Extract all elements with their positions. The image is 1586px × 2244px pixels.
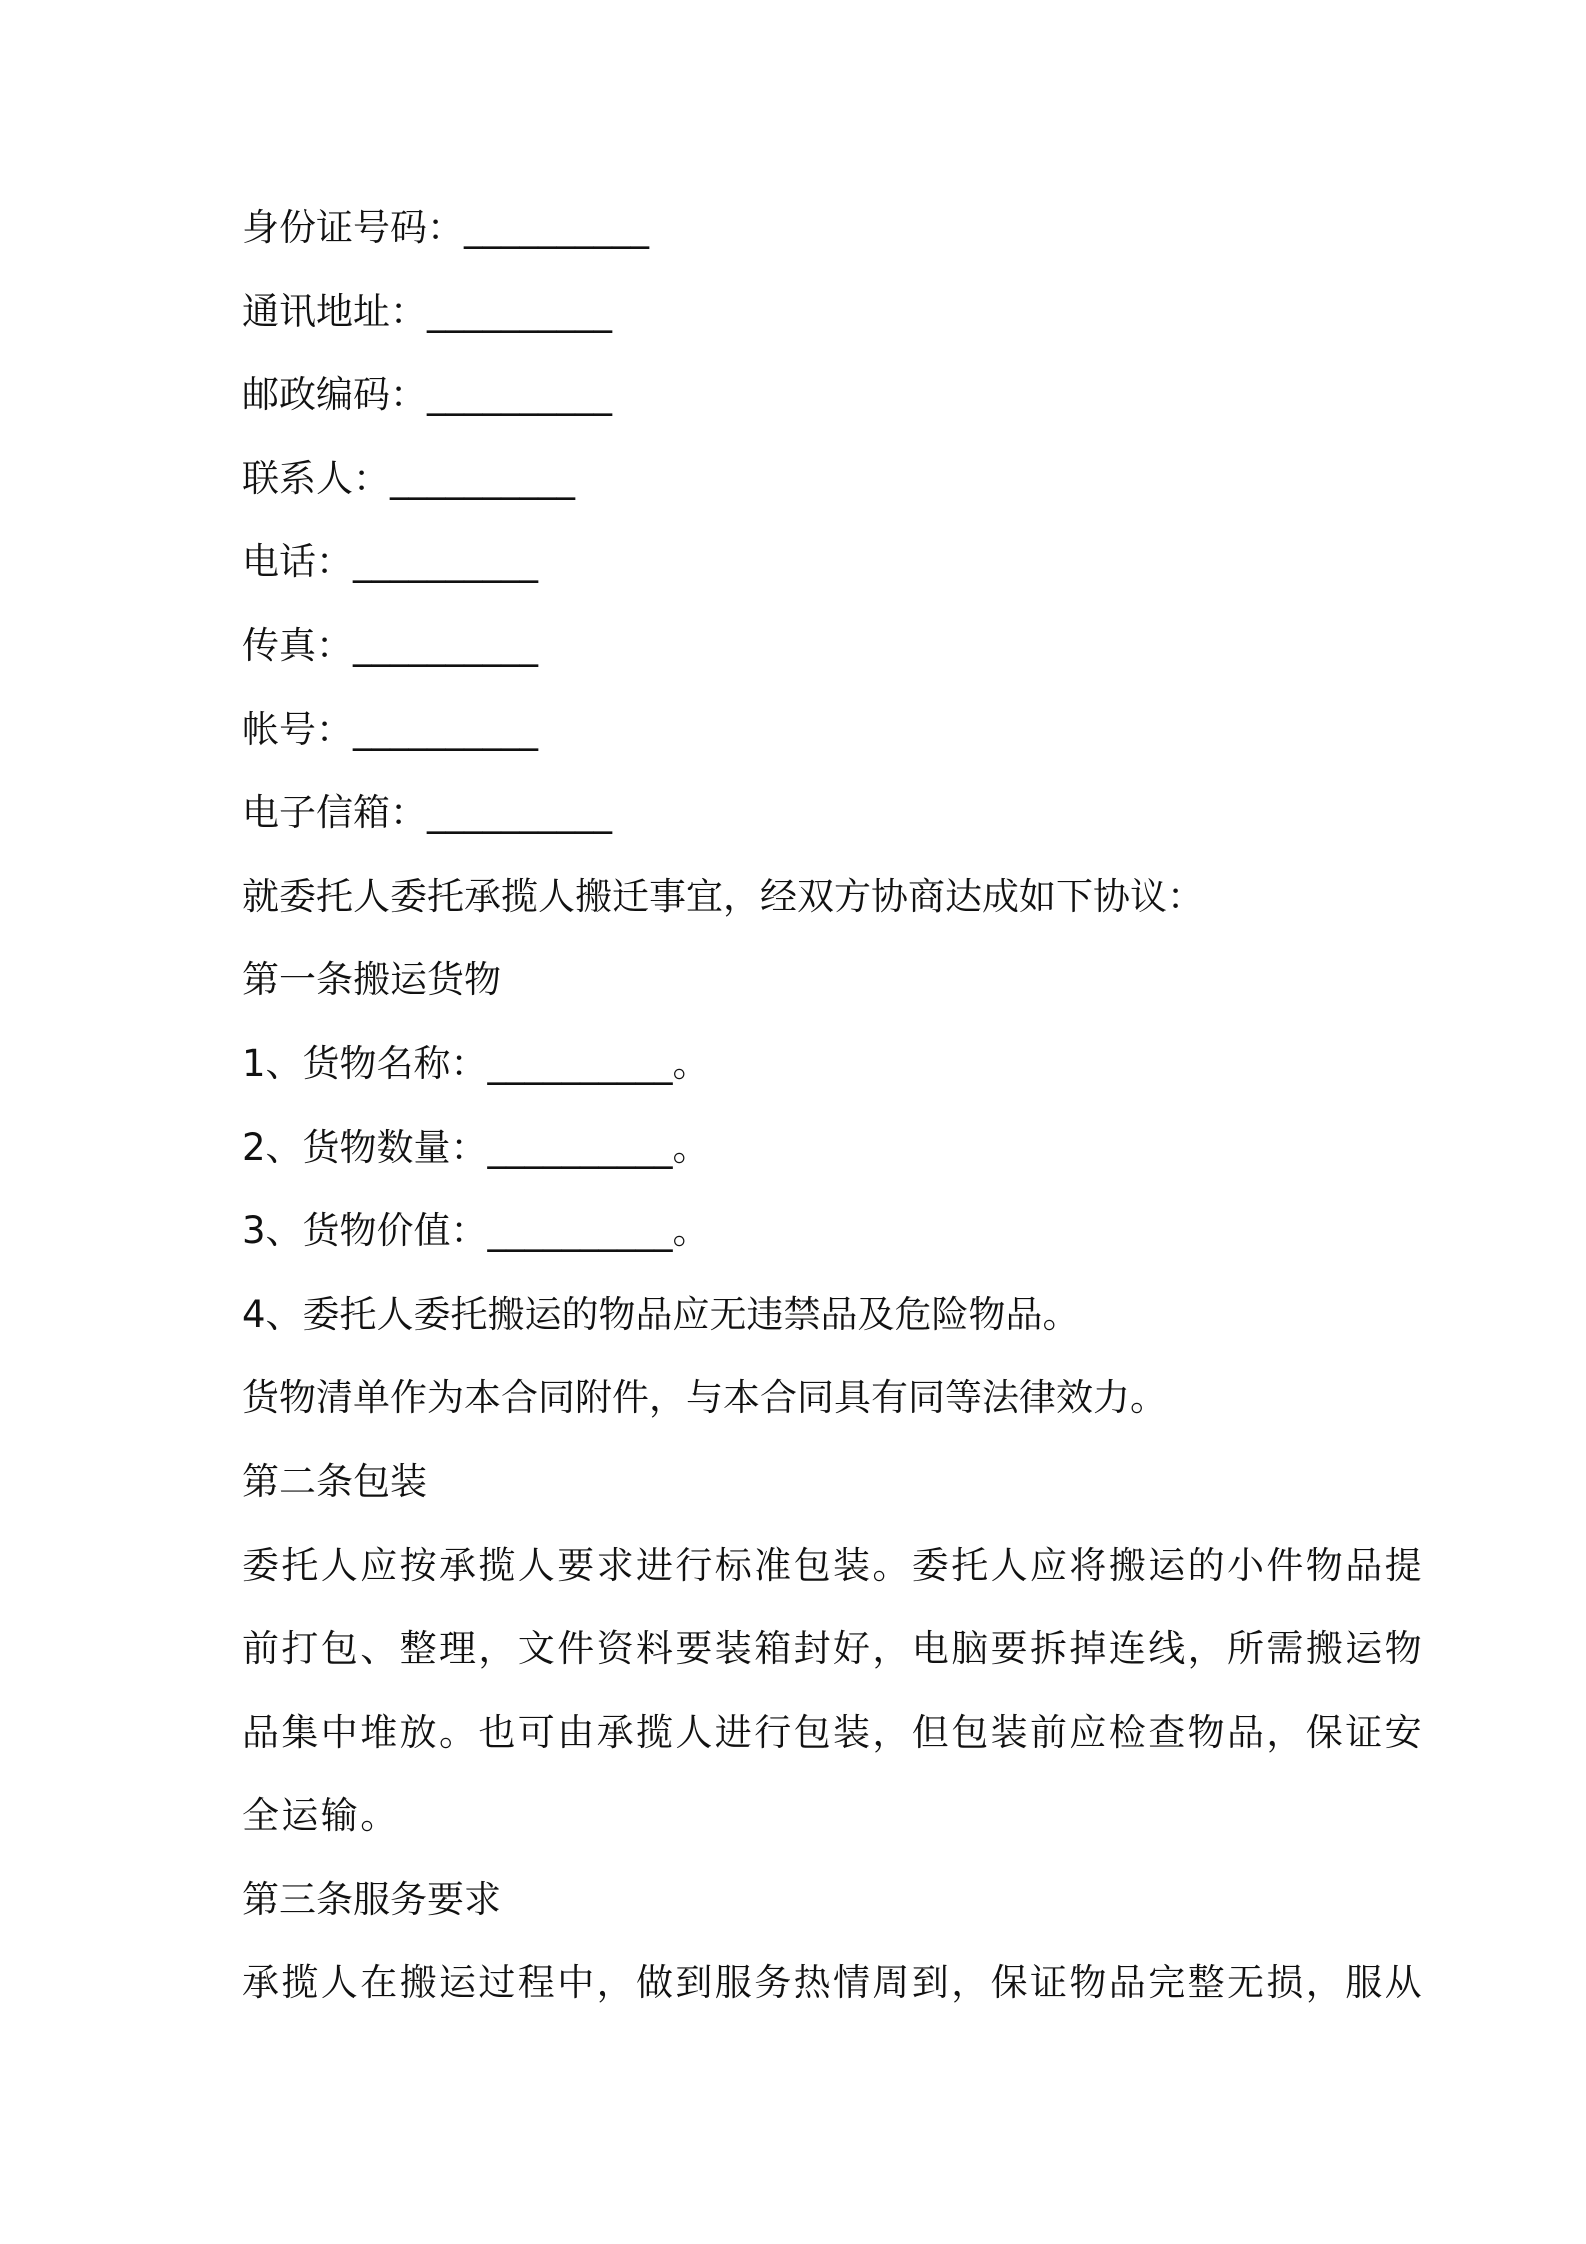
paragraph-line: 全运输。 bbox=[242, 1794, 400, 1838]
article3-title: 第三条服务要求 bbox=[242, 1877, 501, 1921]
paragraph-line: 品集中堆放。也可由承揽人进行包装，但包装前应检查物品，保证安 bbox=[242, 1710, 1424, 1754]
paragraph-line: 承揽人在搬运过程中，做到服务热情周到，保证物品完整无损，服从 bbox=[242, 1961, 1424, 2005]
field-address: 通讯地址：__________ bbox=[242, 289, 612, 333]
field-id-number: 身份证号码：__________ bbox=[242, 206, 649, 249]
field-contact: 联系人：__________ bbox=[242, 456, 575, 500]
article2-body bbox=[242, 1524, 1424, 1858]
field-fax: 传真：__________ bbox=[242, 623, 538, 667]
intro-text: 就委托人委托承揽人搬迁事宜，经双方协商达成如下协议： bbox=[242, 874, 1204, 918]
article1-item: 1、货物名称：__________。 bbox=[242, 1041, 710, 1085]
document-page bbox=[242, 186, 1424, 2025]
article3-body bbox=[242, 1941, 1424, 2025]
article1-title: 第一条搬运货物 bbox=[242, 958, 501, 1002]
field-phone: 电话：__________ bbox=[242, 540, 538, 584]
field-postcode: 邮政编码：__________ bbox=[242, 373, 612, 417]
field-email: 电子信箱：__________ bbox=[242, 791, 612, 835]
paragraph-line: 委托人应按承揽人要求进行标准包装。委托人应将搬运的小件物品提 bbox=[242, 1543, 1424, 1587]
article1-note: 货物清单作为本合同附件，与本合同具有同等法律效力。 bbox=[242, 1376, 1167, 1420]
article1-item: 4、委托人委托搬运的物品应无违禁品及危险物品。 bbox=[242, 1292, 1080, 1336]
field-account: 帐号：__________ bbox=[242, 707, 538, 751]
paragraph-line: 前打包、整理，文件资料要装箱封好，电脑要拆掉连线，所需搬运物 bbox=[242, 1627, 1424, 1671]
article1-item: 2、货物数量：__________。 bbox=[242, 1125, 710, 1169]
article2-title: 第二条包装 bbox=[242, 1459, 427, 1503]
article1-item: 3、货物价值：__________。 bbox=[242, 1209, 710, 1253]
